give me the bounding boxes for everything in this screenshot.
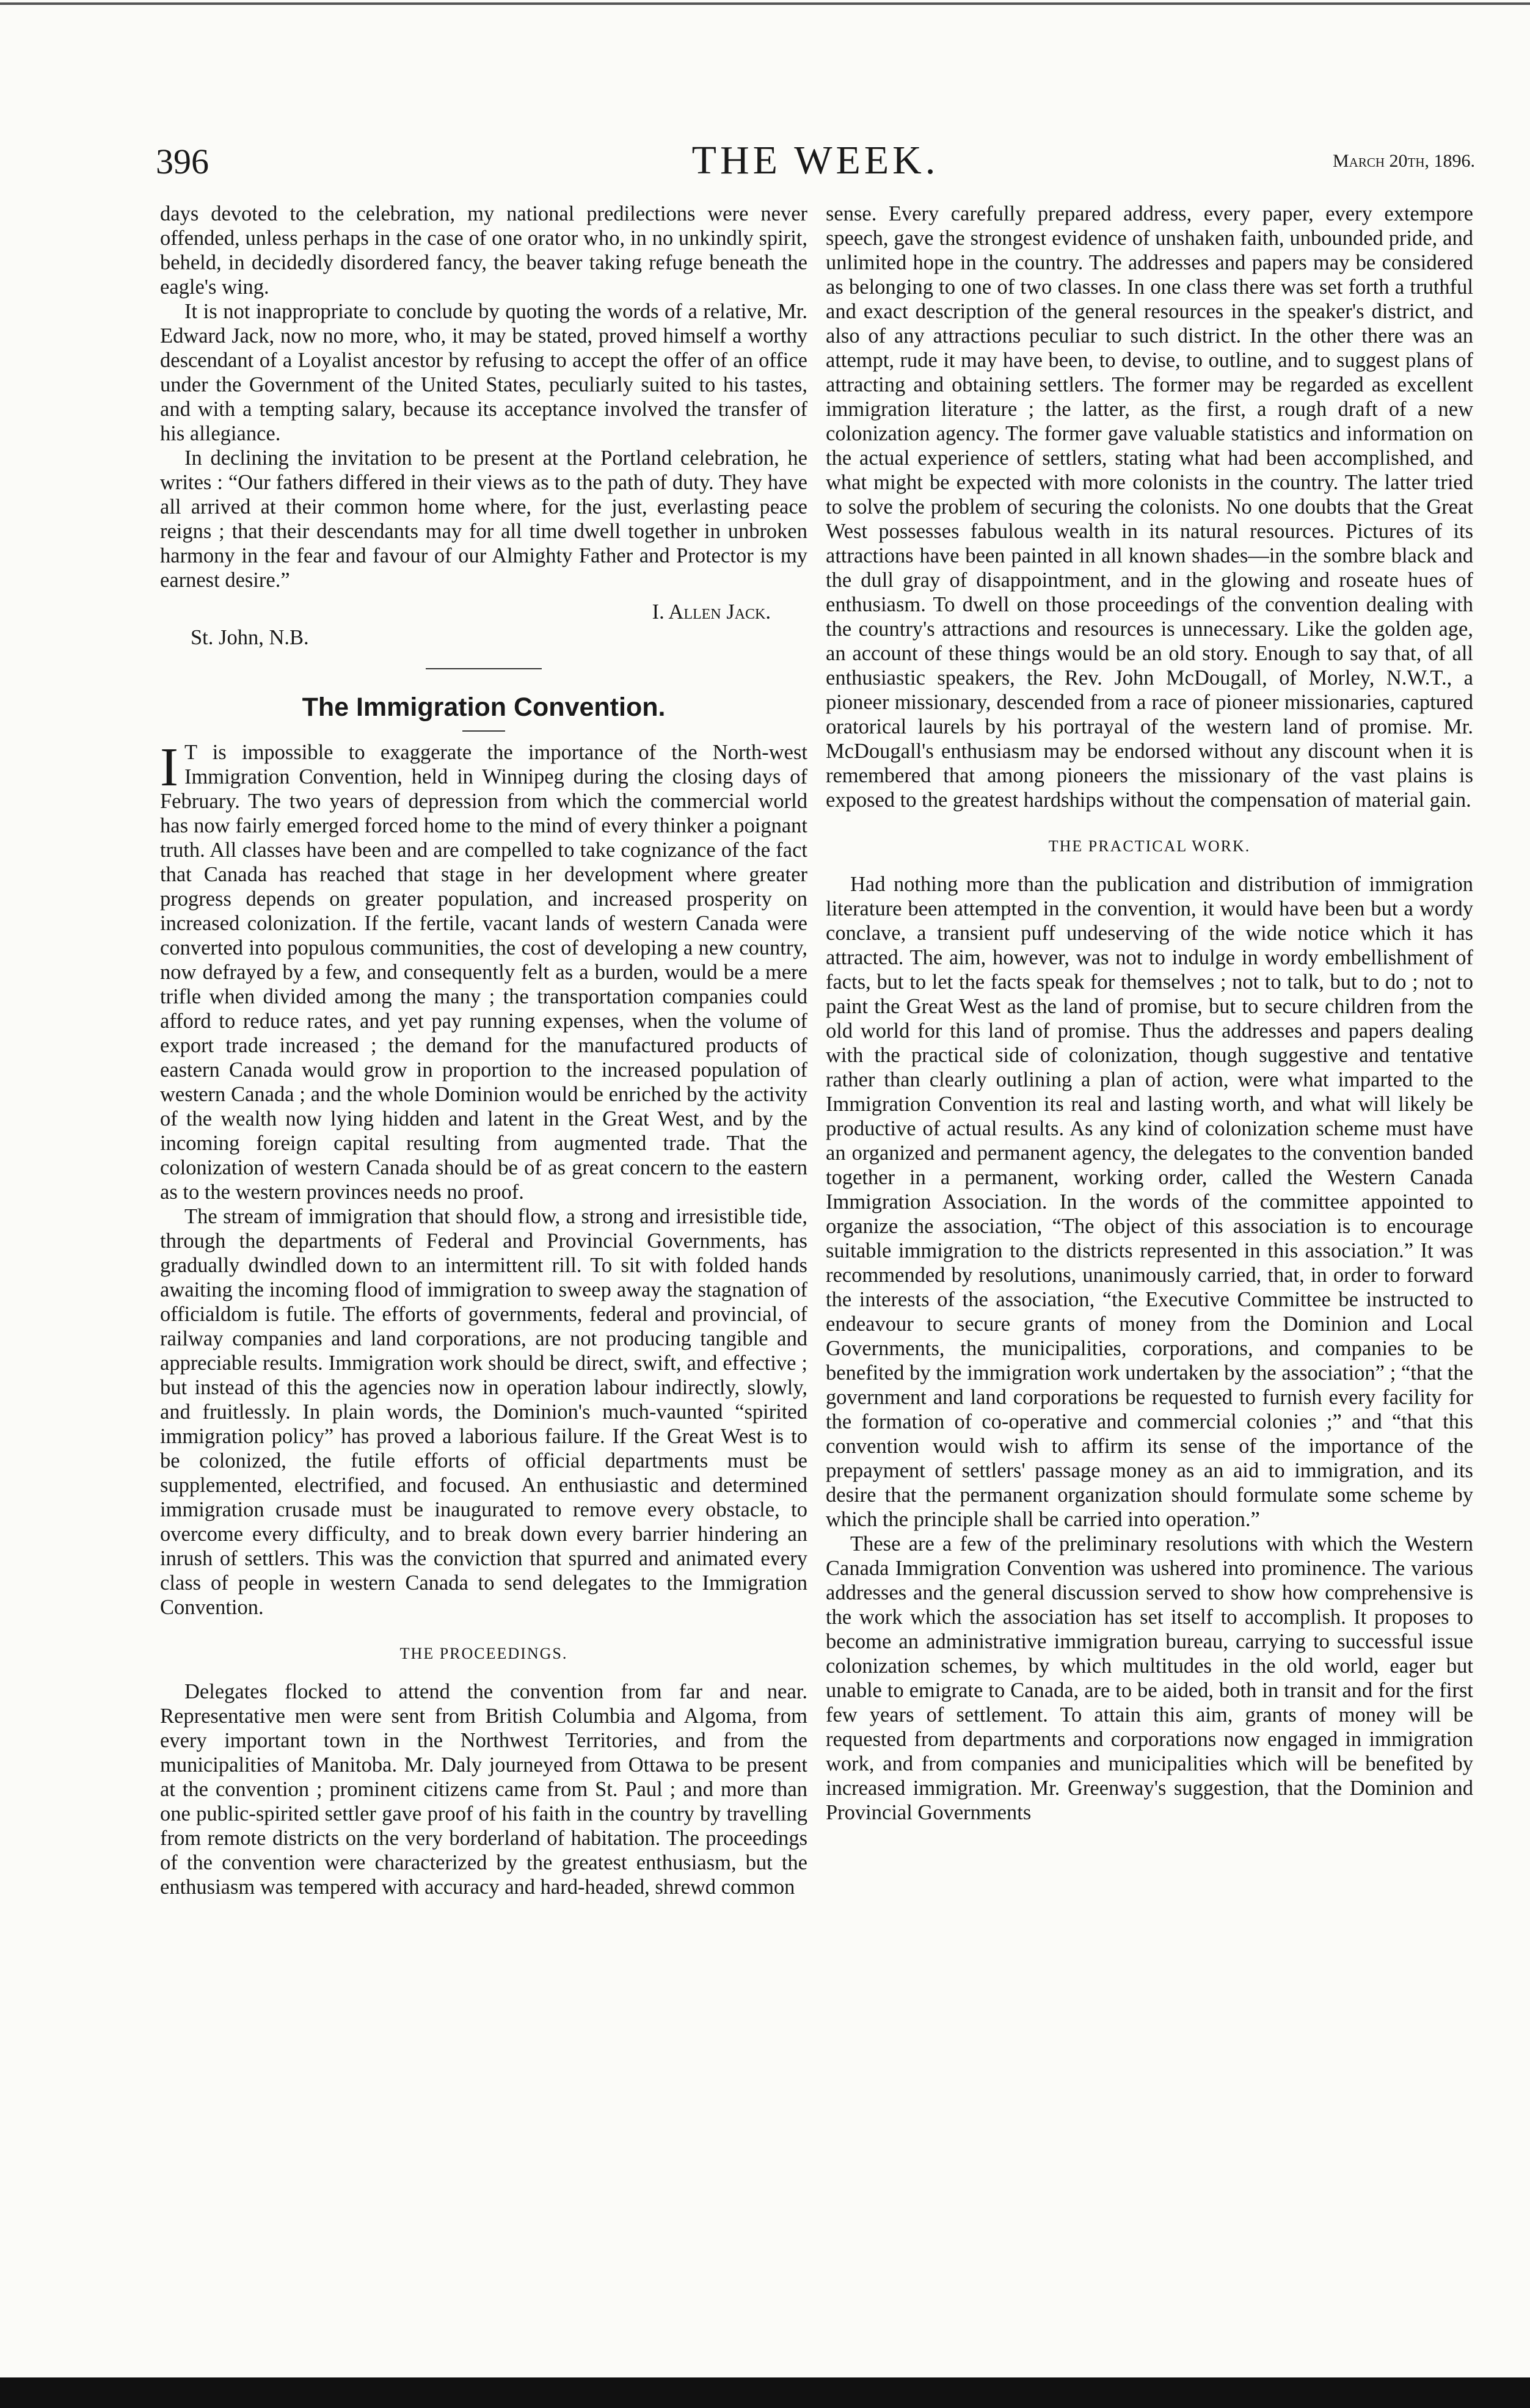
drop-cap: I [160,737,178,798]
paragraph [160,737,807,1204]
paragraph: It is not inappropriate to conclude by quoting the words of a relative, Mr. Edward Jack, now no more, who, it may be stated, proved himself a worthy descendant of a Loyalist ancestor by refusing to accept the offer of an office under the Government of the United States, peculiarly suited to his tastes, and with a tempting salary, because its acceptance involved the transfer of his allegiance. [160,300,807,445]
paragraph: days devoted to the celebration, my national predilections were never offended, unless perhaps in the case of one orator who, in no unkindly spirit, beheld, in decidedly disordered fancy, the beaver taking refuge beneath the eagle's wing. [160,202,807,299]
paragraph: sense. Every carefully prepared address, every paper, every extempore speech, gave the strongest evidence of unshaken faith, unbounded pride, and unlimited hope in the country. The addresses and papers may be considered as belonging to one of two classes. In one class there was set forth a truthful and exact description of the general resources in the speaker's district, and also of any attractions peculiar to such district. In the other there was an attempt, rude it may have been, to devise, to outline, and to suggest plans of attracting and obtaining settlers. The former may be regarded as excellent immigration literature ; the latter, as the first, a rough draft of a new colonization agency. The former gave valuable statistics and information on the actual experience of settlers, stating what had been accomplished, and what might be expected with more colonists in the country. The latter tried to solve the problem of securing the colonists. No one doubts that the Great West possesses fabulous wealth in its natural resources. Pictures of its attractions have been painted in all known shades—in the sombre black and the dull gray of disappointment, and in the glowing and roseate hues of enthusiasm. To dwell on those proceedings of the convention dealing with the country's attractions and resources is unnecessary. Like the golden age, an account of these things would be an old story. Enough to say that, of all enthusiastic speakers, the Rev. John McDougall, of Morley, N.W.T., a pioneer missionary, descended from a race of pioneer missionaries, captured oratorical laurels by his portrayal of the western land of promise. Mr. McDougall's enthusiasm may be endorsed without any discount when it is remembered that among pioneers the missionary of the vast plains is exposed to the greatest hardships without the compensation of material gain. [826,202,1473,812]
section-heading: THE PROCEEDINGS. [399,1645,568,1662]
title-rule [462,730,505,732]
page-header [156,137,1475,192]
bottom-scan-border [0,2377,1530,2408]
top-border-line [0,2,1530,5]
left-column [160,202,807,1899]
paragraph: In declining the invitation to be present at the Portland celebration, he writes : “Our fathers differed in their views as to the path of duty. They have all arrived at their common home where, for the just, everlasting peace reigns ; that their descendants may for all time dwell together in unbroken harmony in the fear and favour of our Almighty Father and Protector is my earnest desire.” [160,446,807,592]
paragraph: These are a few of the preliminary resolutions with which the Western Canada Immigration Convention was ushered into prominence. The various addresses and the general discussion served to show how comprehensive is the work which the association has set itself to accomplish. It proposes to become an administrative immigration bureau, carrying to successful issue colonization schemes, by which multitudes in the old world, eager but unable to emigrate to Canada, are to be aided, both in transit and for the first few years of settlement. To attain this aim, grants of money will be requested from departments and corporations now engaged in immigration work, and from companies and municipalities which will be benefited by increased immigration. Mr. Greenway's suggestion, that the Dominion and Provincial Governments [826,1532,1473,1824]
signature-block [160,596,807,652]
issue-date: March 20th, 1896. [1332,151,1475,171]
paragraph-text: T is impossible to exaggerate the importance of the North-west Immigration Convention, held in Winnipeg during the closing days of February. The two years of depression from which the commercial world has now fairly emerged forced home to the mind of every thinker a poignant truth. All classes have been and are compelled to take cognizance of the fact that Canada has reached that stage in her development where greater progress depends on greater population, and increased prosperity on increased colonization. If the fertile, vacant lands of western Canada were converted into populous communities, the cost of developing a new country, now defrayed by a few, and consequently felt as a burden, would be a mere trifle when divided among the many ; the transportation companies could afford to reduce rates, and yet pay running expenses, when the volume of export trade increased ; the demand for the manufactured products of eastern Canada would grow in proportion to the increased population of western Canada ; and the whole Dominion would be enriched by the activity of the wealth now lying hidden and latent in the Great West, and by the incoming foreign capital resulting from augmented trade. That the colonization of western Canada should be of as great concern to the eastern as to the western provinces needs no proof. [160,741,807,1204]
author-place: St. John, N.B. [191,626,309,649]
article-title: The Immigration Convention. [302,693,666,722]
page-number: 396 [156,142,209,181]
journal-title: THE WEEK. [691,138,939,183]
paragraph: Had nothing more than the publication and distribution of immigration literature been attempted in the convention, it would have been but a wordy conclave, a transient puff undeserving of the wide notice which it has attracted. The aim, however, was not to indulge in wordy embellishment of facts, but to let the facts speak for themselves ; not to talk, but to do ; not to paint the Great West as the land of promise, but to secure children from the old world for this land of promise. Thus the addresses and papers dealing with the practical side of colonization, though suggestive and tentative rather than clearly outlining a plan of action, were what imparted to the Immigration Convention its real and lasting worth, and what will likely be productive of actual results. As any kind of colonization scheme must have an organized and permanent agency, the delegates to the convention banded together in a permanent, working order, called the Western Canada Immigration Association. In the words of the committee appointed to organize the association, “The object of this association is to encourage suitable immigration to the districts represented in this association.” It was recommended by resolutions, unanimously carried, that, in order to forward the interests of the association, “the Executive Committee be instructed to endeavour to secure grants of money from the Dominion and Local Governments, the municipalities, corporations, and companies to be benefited by the immigration work undertaken by the association” ; “that the government and land corporations be requested to furnish every facility for the formation of co-operative and commercial colonies ;” and “that this convention would wish to affirm its sense of the importance of the prepayment of settlers' passage money as an aid to immigration, and its desire that the permanent organization should formulate some scheme by which the principle shall be carried into operation.” [826,873,1473,1531]
section-divider [426,668,542,669]
paragraph: The stream of immigration that should flow, a strong and irresistible tide, through the departments of Federal and Provincial Governments, has gradually dwindled down to an intermittent rill. To sit with folded hands awaiting the incoming flood of immigration to sweep away the stagnation of officialdom is futile. The efforts of governments, federal and provincial, of railway companies and land corporations, are not producing tangible and appreciable results. Immigration work should be direct, swift, and effective ; but instead of this the agencies now in operation labour indirectly, slowly, and fruitlessly. In plain words, the Dominion's much-vaunted “spirited immigration policy” has proved a laborious failure. If the Great West is to be colonized, the futile efforts of official departments must be supplemented, electrified, and focused. An enthusiastic and determined immigration crusade must be inaugurated to remove every obstacle, to overcome every difficulty, and to break down every barrier hindering an inrush of settlers. This was the conviction that spurred and animated every class of people in western Canada to send delegates to the Immigration Convention. [160,1205,807,1619]
author-signature: I. Allen Jack. [652,600,771,624]
right-column [826,202,1473,1825]
paragraph: Delegates flocked to attend the convention from far and near. Representative men were sent from British Columbia and Algoma, from every important town in the Northwest Territories, and from the municipalities of Manitoba. Mr. Daly journeyed from Ottawa to be present at the convention ; prominent citizens came from St. Paul ; and more than one public-spirited settler gave proof of his faith in the country by travelling from remote districts on the very borderland of habitation. The proceedings of the convention were characterized by the greatest enthusiasm, but the enthusiasm was tempered with accuracy and hard-headed, shrewd common [160,1680,807,1899]
section-heading: THE PRACTICAL WORK. [1048,837,1251,855]
